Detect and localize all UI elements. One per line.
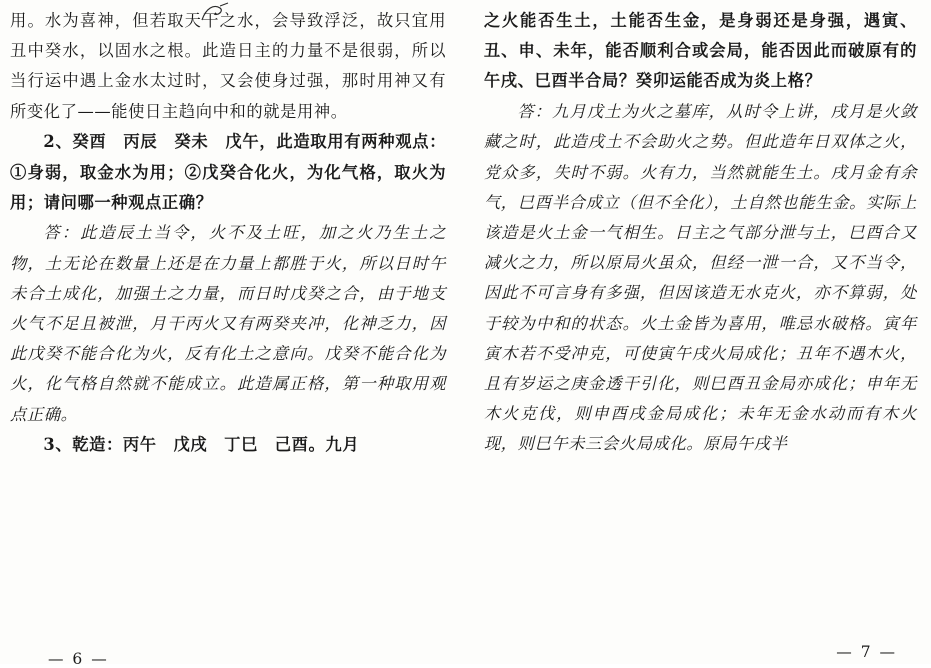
question-3-continued: 之火能否生土，土能否生金，是身弱还是身强，遇寅、丑、申、未年，能否顺利合或会局，能否因此而破原有的午戌、巳酉半合局？癸卯运能否成为炎上格？: [483, 11, 917, 91]
page-number: — 7 —: [836, 643, 897, 661]
right-column: [478, 6, 917, 664]
question-2-heading: 2、癸酉 丙辰 癸未 戊午，此造取用有两种观点：①身弱，取金水为用；②戊癸合化火，为化气格，取火为用；请问哪一种观点正确？: [10, 132, 447, 212]
paragraph-intro: 用。水为喜神，但若取天干之水，会导致浮泛，故只宜用丑中癸水，以固水之根。此造日主的力量不是很弱，所以当行运中遇上金水太过时，又会使身过强，那时用神又有所变化了——能使日主趋向中和的就是用神。: [10, 11, 447, 121]
answer-2-body: 答：此造辰土当令，火不及土旺，加之火乃生土之物，土无论在数量上还是在力量上都胜于火，所以日时午未合土成化，加强土之力量，而日时戊癸之合，由于地支火气不足且被泄，月干丙火又有两癸夹冲，化神乏力，因此戊癸不能合化为火，反有化土之意向。戊癸不能合化为火，化气格自然就不能成立。此造属正格，第一种取用观点正确。: [10, 223, 447, 424]
left-column: [10, 6, 456, 664]
question-3-heading: 3、乾造：丙午 戊戌 丁巳 己酉。九月: [43, 435, 360, 455]
column-gutter: [456, 6, 478, 664]
answer-3-body: 答：九月戊土为火之墓库，从时令上讲，戌月是火敛藏之时，此造戌土不会助火之势。但此造年日双体之火，党众多，失时不弱。火有力，当然就能生土。戌月金有余气，巳酉半合成立（但不全化），土自然也能生金。实际上该造是火土金一气相生。日主之气部分泄与土，巳酉合又减火之力，所以原局火虽众，但经一泄一合，又不当令，因此不可言身有多强，但因该造无水克火，亦不算弱，处于较为中和的状态。火土金皆为喜用，唯忌水破格。寅年寅木若不受冲克，可使寅午戌火局成化；丑年不遇木火，且有岁运之庚金透干引化，则巳酉丑金局亦成化；申年无木火克伐，则申酉戌金局成化；未年无金水动而有木火现，则巳午未三会火局成化。原局午戌半: [483, 102, 917, 454]
page-number-left: — 6 —: [48, 650, 109, 668]
